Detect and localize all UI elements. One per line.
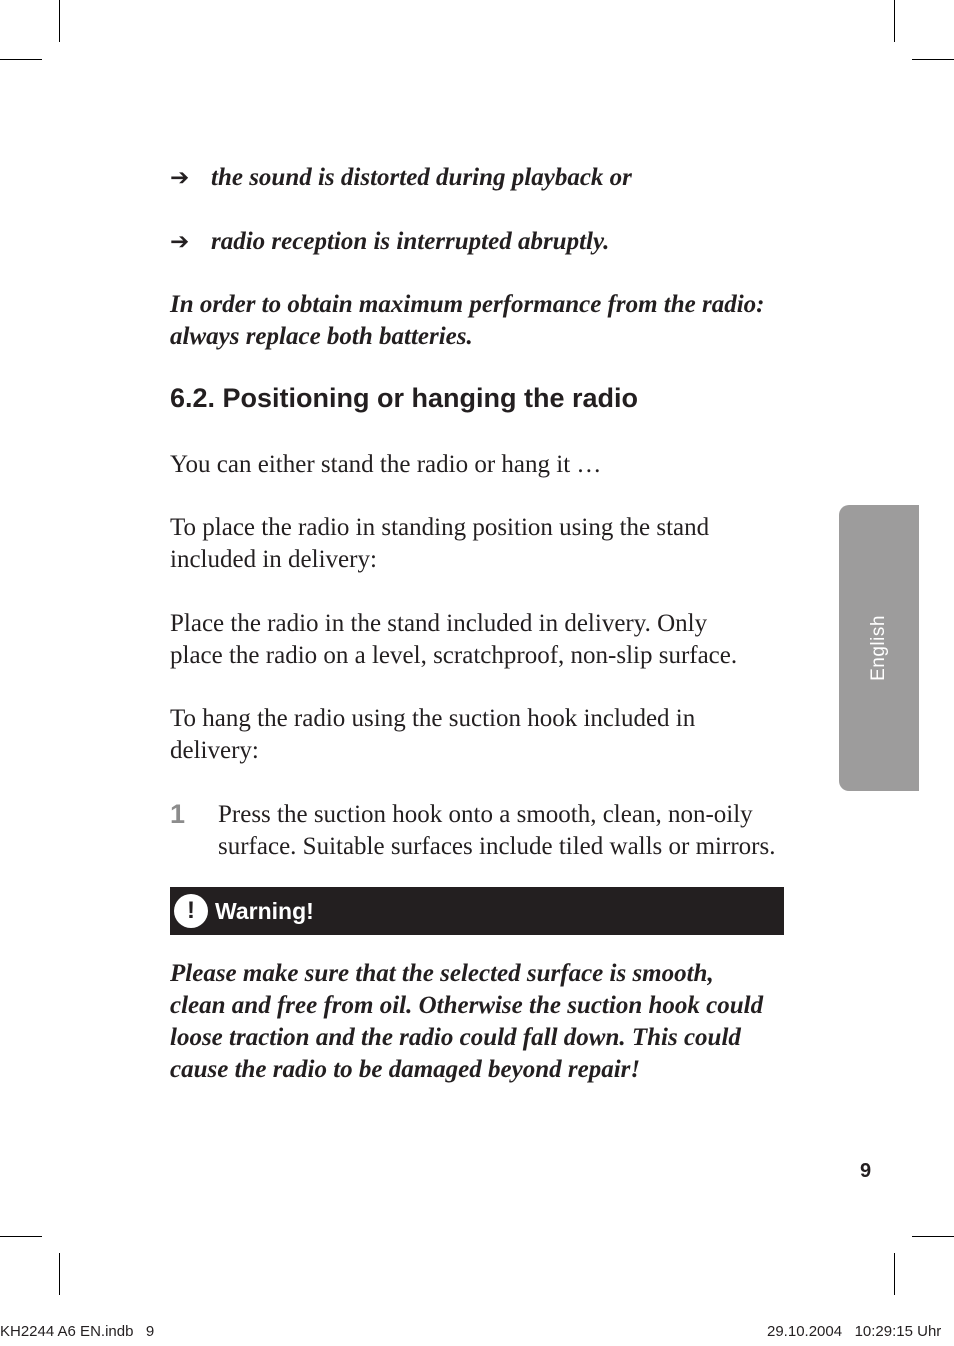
- warning-line: loose traction and the radio could fall down. This could: [170, 1024, 741, 1051]
- arrow-right-icon: ➔: [170, 229, 190, 255]
- step-line: surface. Suitable surfaces include tiled walls or mirrors.: [218, 833, 776, 860]
- crop-mark: [912, 59, 954, 60]
- paragraph-line: To hang the radio using the suction hook included in: [170, 705, 696, 732]
- exclamation-icon: !: [174, 894, 208, 928]
- warning-banner: [170, 887, 784, 935]
- hang-intro-paragraph: [170, 703, 786, 767]
- print-slug-right: 29.10.2004 10:29:15 Uhr: [767, 1323, 942, 1340]
- paragraph-line: delivery:: [170, 737, 259, 764]
- warning-line: cause the radio to be damaged beyond repair!: [170, 1056, 641, 1083]
- language-tab: [839, 505, 919, 791]
- performance-note: [170, 289, 786, 353]
- stand-instruction-paragraph: [170, 608, 786, 672]
- paragraph-line: included in delivery:: [170, 546, 377, 573]
- crop-mark: [894, 1253, 895, 1295]
- warning-text: [170, 958, 786, 1086]
- warning-label: Warning!: [215, 898, 314, 924]
- section-heading: 6.2. Positioning or hanging the radio: [170, 383, 639, 413]
- crop-mark: [0, 59, 42, 60]
- warning-line: clean and free from oil. Otherwise the suction hook could: [170, 992, 764, 1019]
- language-tab-label: English: [868, 615, 889, 681]
- note-line: In order to obtain maximum performance from the radio:: [170, 291, 765, 318]
- bullet-text: radio reception is interrupted abruptly.: [211, 228, 610, 255]
- crop-mark: [59, 1253, 60, 1295]
- stand-intro-paragraph: [170, 512, 786, 576]
- step-number: 1: [170, 799, 186, 829]
- crop-mark: [894, 0, 895, 42]
- step-line: Press the suction hook onto a smooth, clean, non-oily: [218, 801, 753, 828]
- paragraph-line: Place the radio in the stand included in delivery. Only: [170, 610, 708, 637]
- arrow-right-icon: ➔: [170, 165, 190, 191]
- crop-mark: [59, 0, 60, 42]
- warning-line: Please make sure that the selected surface is smooth,: [170, 960, 714, 987]
- bullet-text: the sound is distorted during playback or: [211, 164, 632, 191]
- note-line: always replace both batteries.: [170, 323, 473, 350]
- print-slug-left: KH2244 A6 EN.indb 9: [0, 1323, 155, 1340]
- crop-mark: [912, 1236, 954, 1237]
- crop-mark: [0, 1236, 42, 1237]
- paragraph-line: place the radio on a level, scratchproof, non-slip surface.: [170, 642, 738, 669]
- step-text: [218, 799, 798, 863]
- page-number: 9: [860, 1160, 872, 1182]
- intro-paragraph: You can either stand the radio or hang it …: [170, 451, 602, 478]
- paragraph-line: To place the radio in standing position using the stand: [170, 514, 710, 541]
